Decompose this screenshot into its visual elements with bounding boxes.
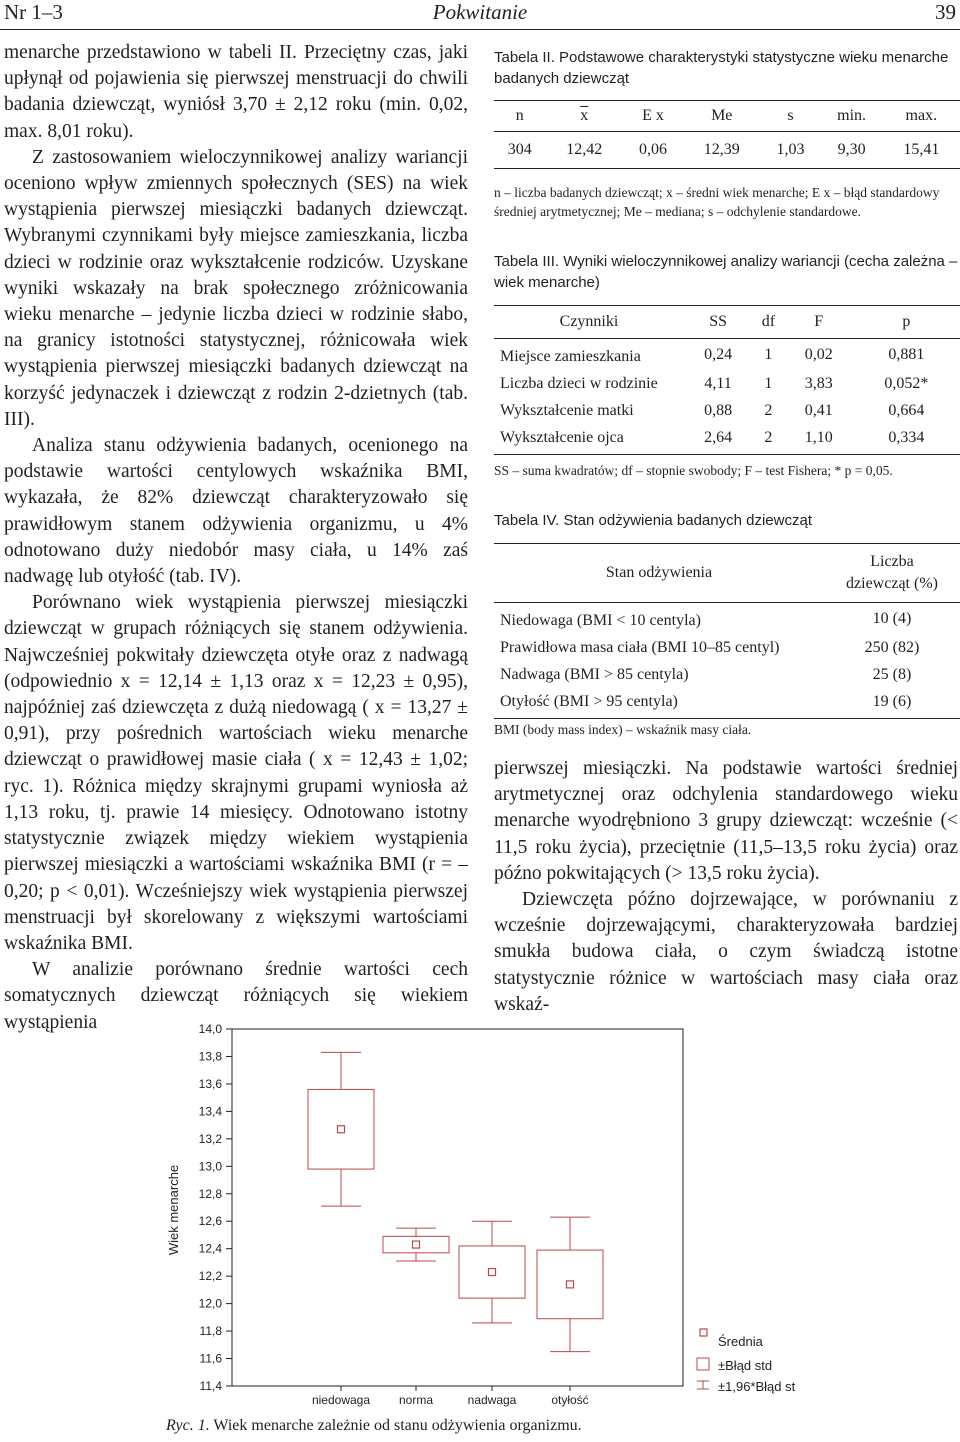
legend-label: Średnia: [718, 1334, 763, 1349]
table-header-cell: Czynniki: [494, 306, 684, 339]
x-tick-label: norma: [398, 1393, 434, 1407]
y-tick-label: 11,8: [199, 1324, 222, 1339]
table-header-cell: SS: [684, 306, 752, 339]
table-row: [494, 132, 960, 169]
legend-mean-marker: [700, 1329, 707, 1336]
table-cell: 0,88: [704, 401, 733, 419]
table-header-cell: n: [494, 101, 546, 132]
table-cell: 1,03: [760, 132, 820, 169]
body-text-left-column: [4, 40, 468, 1036]
y-tick-label: 13,2: [198, 1131, 222, 1146]
table-header-cell: Liczba dziewcząt (%): [824, 544, 960, 603]
table-cell: 19 (6): [824, 688, 960, 719]
table-4-caption: Tabela IV. Stan odżywienia badanych dziewcząt: [494, 512, 812, 529]
paragraph: W analizie porównano średnie wartości cech somatycznych dziewcząt różniących się wiekiem wystąpienia: [4, 959, 468, 1033]
table-row: [494, 397, 960, 424]
x-tick-label: niedowaga: [311, 1393, 371, 1407]
table-cell: Miejsce zamieszkania: [500, 347, 641, 365]
paragraph: Analiza stanu odżywienia badanych, ocenionego na podstawie wartości centylowych wskaźnika BMI, wykazała, że 82% dziewcząt charakteryzowało się prawidłowym stanem odżywienia organizmu, u 4% odnotowano duży niedobór masy ciała, u 14% zaś nadwagę lub otyłość (tab. IV).: [4, 435, 468, 588]
table-header-row: [494, 101, 960, 132]
table-row: [494, 603, 960, 635]
y-tick-label: 12,2: [198, 1269, 222, 1284]
table-cell: 12,39: [683, 132, 760, 169]
table-cell: 304: [494, 132, 546, 169]
table-3-note: SS – suma kwadratów; df – stopnie swobody; F – test Fishera; * p = 0,05.: [494, 463, 893, 478]
table-header-row: [494, 306, 960, 339]
y-tick-label: 11,4: [199, 1379, 222, 1393]
table-row: [494, 424, 960, 455]
paragraph: Z zastosowaniem wieloczynnikowej analizy wariancji oceniono wpływ zmiennych społecznych (SES) na wiek wystąpienia pierwszej miesiączki badanych dziewcząt. Wybranymi czynnikami były miejsce zamieszkania, liczba dzieci w rodzinie oraz wykształcenie rodziców. Uzyskane wyniki wskazały na brak społecznego zróżnicowania wieku menarche – jedynie liczba dzieci w rodzinie słabo, na granicy istotności statystycznej, różnicowała wiek wystąpienia pierwszej miesiączki badanych dziewcząt na korzyść jedynaczek i dziewcząt z rodzin 2-dzietnych (tab. III).: [4, 146, 468, 430]
table-cell: 2: [752, 424, 784, 455]
table-cell: Niedowaga (BMI < 10 centyla): [500, 611, 701, 629]
table-cell: 10 (4): [872, 609, 912, 627]
y-tick-label: 12,4: [198, 1241, 222, 1256]
table-cell: 25 (8): [872, 665, 912, 683]
table-4-note: BMI (body mass index) – wskaźnik masy ciała.: [494, 722, 752, 737]
paragraph: Dziewczęta późno dojrzewające, w porównaniu z wcześnie dojrzewającymi, charakteryzowała bardziej smukła budowa ciała, o czym świadczą istotne statystycznie różnice w wartościach masy ciała oraz wskaź-: [494, 889, 958, 1015]
table-row: [494, 661, 960, 688]
paragraph: pierwszej miesiączki. Na podstawie wartości średniej arytmetycznej oraz odchylenia standardowego wieku menarche wyodrębniono 3 grupy dziewcząt: wcześnie (< 11,5 roku życia), przeciętnie (11,5–13,5 roku życia) oraz późno pokwitających (> 13,5 roku życia).: [494, 758, 958, 884]
running-header-title: Pokwitanie: [432, 0, 528, 24]
table-cell: 0,052*: [884, 374, 929, 392]
table-cell: 0,881: [888, 345, 925, 363]
header-rule: [0, 29, 960, 30]
table-header-cell: F: [785, 306, 853, 339]
table-cell: 3,83: [804, 374, 833, 392]
legend-box-marker: [697, 1358, 709, 1370]
table-cell: 0,334: [853, 424, 960, 455]
table-header-cell: E x: [623, 101, 683, 132]
table-cell: 1,10: [785, 424, 853, 455]
table-cell: 2,64: [684, 424, 752, 455]
legend-label: ±1,96*Błąd st: [718, 1379, 796, 1394]
table-2: [494, 100, 960, 169]
table-row: [494, 688, 960, 719]
paragraph: menarche przedstawiono w tabeli II. Przeciętny czas, jaki upłynął od pojawienia się pierwszej menstruacji do chwili badania dziewcząt, wyniósł 3,70 ± 2,12 roku (min. 0,02, max. 8,01 roku).: [4, 42, 468, 142]
table-header-cell: df: [752, 306, 784, 339]
table-header-cell: min.: [821, 101, 883, 132]
table-header-cell: Stan odżywienia: [494, 544, 824, 603]
table-cell: 0,41: [804, 401, 833, 419]
body-text-right-column: [494, 756, 958, 1018]
table-cell: 1: [764, 345, 773, 363]
table-row: [494, 634, 960, 661]
y-tick-label: 12,8: [198, 1186, 222, 1201]
y-tick-label: 13,8: [198, 1049, 222, 1064]
y-tick-label: 11,6: [199, 1351, 222, 1366]
page-number: 39: [935, 0, 956, 24]
mean-marker: [489, 1269, 496, 1276]
table-cell: 2: [764, 401, 773, 419]
table-cell: 9,30: [821, 132, 883, 169]
y-tick-label: 13,4: [198, 1104, 222, 1119]
table-cell: 0,664: [888, 401, 925, 419]
table-cell: 1: [764, 374, 773, 392]
table-cell: Liczba dzieci w rodzinie: [500, 374, 658, 392]
table-cell: Wykształcenie ojca: [494, 424, 684, 455]
table-row: [494, 370, 960, 397]
running-header-issue: Nr 1–3: [4, 0, 63, 24]
y-tick-label: 13,0: [198, 1159, 222, 1174]
table-cell: 12,42: [546, 132, 623, 169]
table-3-caption: Tabela III. Wyniki wieloczynnikowej analizy wariancji (cecha zależna – wiek menarche): [494, 253, 958, 291]
table-row: [494, 339, 960, 371]
table-header-cell: max.: [883, 101, 960, 132]
plot-frame: [232, 1029, 683, 1386]
table-cell: Nadwaga (BMI > 85 centyla): [500, 665, 689, 683]
legend-label: ±Błąd std: [718, 1358, 773, 1373]
table-cell: 15,41: [883, 132, 960, 169]
y-tick-label: 12,6: [198, 1214, 222, 1229]
table-cell: 250 (82): [864, 638, 920, 656]
table-cell: 0,06: [623, 132, 683, 169]
table-header-cell: Me: [683, 101, 760, 132]
figure-caption: Ryc. 1. Wiek menarche zależnie od stanu odżywienia organizmu.: [166, 1417, 582, 1434]
table-cell: 4,11: [704, 374, 732, 392]
mean-marker: [338, 1126, 345, 1133]
table-cell: Otyłość (BMI > 95 centyla): [494, 688, 824, 719]
table-2-note: n – liczba badanych dziewcząt; x – średni wiek menarche; E x – błąd standardowy średniej arytmetycznej; Me – mediana; s – odchylenie standardowe.: [494, 185, 940, 219]
table-cell: Prawidłowa masa ciała (BMI 10–85 centyl): [500, 638, 780, 656]
box-plot-chart: [0, 1010, 960, 1415]
table-header-cell: $\overline{x}$: [546, 101, 623, 132]
table-header-row: [494, 544, 960, 603]
y-tick-label: 14,0: [198, 1022, 222, 1036]
y-tick-label: 13,6: [198, 1076, 222, 1091]
table-2-caption: Tabela II. Podstawowe charakterystyki statystyczne wieku menarche badanych dziewcząt: [494, 49, 949, 87]
table-cell: 0,24: [704, 345, 733, 363]
table-cell: 0,02: [804, 345, 833, 363]
mean-marker: [567, 1281, 574, 1288]
y-axis-label: Wiek menarche: [166, 1164, 181, 1256]
y-tick-label: 12,0: [198, 1296, 222, 1311]
table-4: [494, 543, 960, 719]
table-header-cell: p: [853, 306, 960, 339]
mean-marker: [413, 1241, 420, 1248]
table-header-cell: s: [760, 101, 820, 132]
table-3: [494, 305, 960, 455]
paragraph: Porównano wiek wystąpienia pierwszej miesiączki dziewcząt w grupach różniących się stanem odżywienia. Najwcześniej pokwitały dziewczęta otyłe oraz z nadwagą (odpowiednio x = 12,14 ± 1,13 oraz x = 12,23 ± 0,95), najpóźniej zaś dziewczęta z dużą niedowagą ( x = 13,27 ± 0,91), przy pośrednich wartościach wieku menarche dziewcząt o prawidłowej masie ciała ( x = 12,43 ± 1,02; ryc. 1). Różnica między skrajnymi grupami wyniosła aż 1,13 roku, tj. prawie 14 miesięcy. Odnotowano istotny statystycznie związek między wiekiem wystąpienia pierwszej miesiączki a wartościami wskaźnika BMI (r = –0,20; p < 0,01). Wcześniejszy wiek wystąpienia pierwszej menstruacji był skorelowany z większymi wartościami wskaźnika BMI.: [4, 592, 468, 954]
x-tick-label: nadwaga: [467, 1393, 517, 1407]
table-cell: Wykształcenie matki: [500, 401, 634, 419]
x-tick-label: otyłość: [551, 1393, 589, 1407]
